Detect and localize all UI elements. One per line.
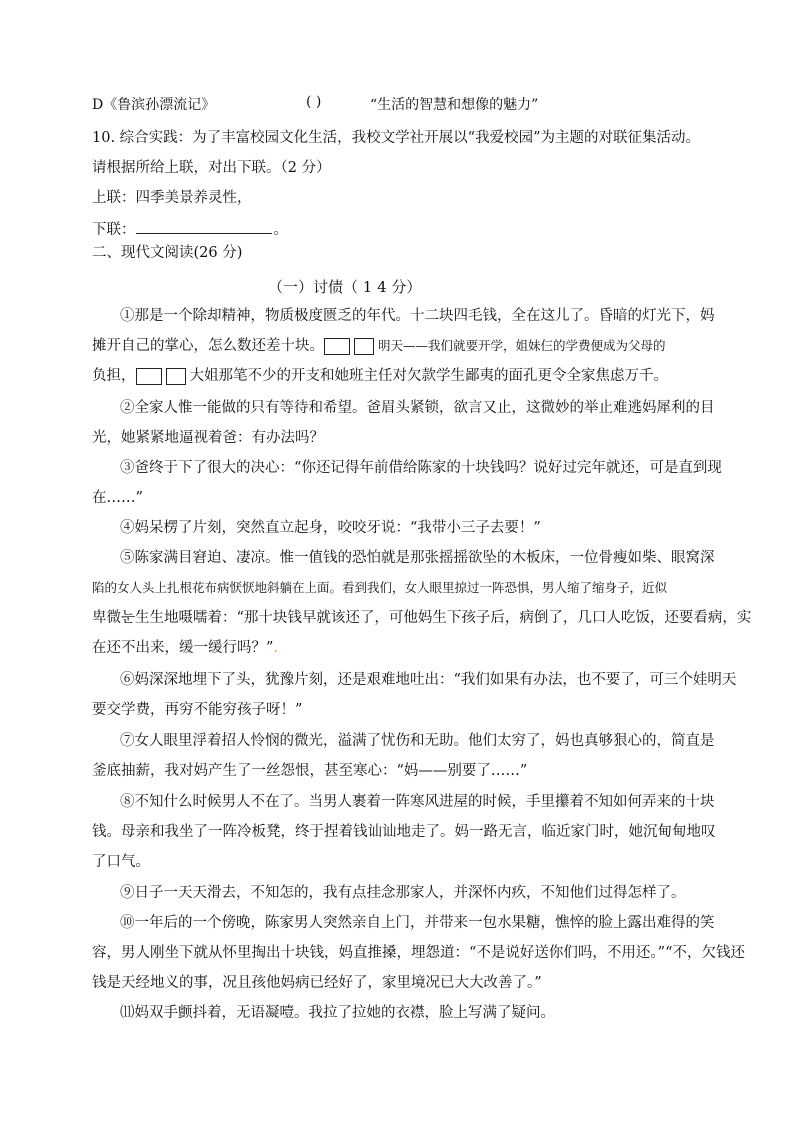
paragraph-2-line-1: ②全家人惟一能做的只有等待和希望。爸眉头紧锁，欲言又止，这微妙的举止难逃妈犀利的目 (120, 400, 715, 416)
answer-box[interactable] (166, 368, 186, 385)
section-heading: 二、现代文阅读(26 分) (92, 245, 243, 261)
paragraph-3-line-2: 在……” (92, 490, 143, 506)
paragraph-1-text: 明天——我们就要开学，姐妹仨的学费便成为父母的 (378, 338, 666, 353)
paragraph-5-line-3: 卑微눈生生地嗫嚅着：“那十块钱早就该还了，可他妈生下孩子后，病倒了，几口人吃饭，还要看病，实 (92, 610, 752, 626)
answer-blank[interactable]: ( ) (306, 94, 322, 110)
upper-couplet: 上联：四季美景养灵性， (92, 190, 252, 206)
lower-couplet-end: 。 (273, 222, 288, 238)
paragraph-2-line-2: 光，她紧紧地逼视着爸：有办法吗？ (92, 430, 324, 446)
paragraph-6-line-1: ⑥妈深深地埋下了头，犹豫片刻，还是艰难地吐出：“我们如果有办法，也不要了，可三个娃明天 (120, 672, 737, 688)
answer-box[interactable] (324, 338, 350, 355)
paragraph-10-line-3: 钱是天经地义的事，况且孩他妈病已经好了，家里境况已大大改善了。” (92, 975, 542, 991)
paragraph-9: ⑨日子一天天滑去，不知怎的，我有点挂念那家人，并深怀内疚，不知他们过得怎样了。 (120, 885, 686, 901)
lower-couplet-label: 下联： (92, 222, 136, 238)
option-d-description: “生活的智慧和想像的魅力” (370, 97, 539, 113)
lower-couplet-row (92, 219, 288, 240)
paragraph-3-line-1: ③爸终于下了很大的决心：“你还记得年前借给陈家的十块钱吗？说好过完年就还，可是直到现 (120, 460, 722, 476)
question-10-line-1: 10. 综合实践：为了丰富校园文化生活，我校文学社开展以“我爱校园”为主题的对联征集活动。 (92, 130, 700, 146)
paragraph-1-line-1: ①那是一个除却精神，物质极度匮乏的年代。十二块四毛钱，全在这儿了。昏暗的灯光下，妈 (120, 308, 715, 324)
lower-couplet-answer-line[interactable] (136, 219, 272, 234)
paragraph-5-line-4 (92, 638, 278, 658)
paragraph-8-line-2: 钱。母亲和我坐了一阵冷板凳，终于捏着钱讪讪地走了。妈一路无言，临近家门时，她沉甸甸地叹 (92, 824, 716, 840)
paragraph-5-text: 在还不出来，缓一缓行吗？” (92, 640, 274, 656)
paragraph-5-line-2: 陷的女人头上扎根花布病恹恹地斜躺在上面。看到我们，女人眼里掠过一阵恐惧，男人缩了缩身子，近似 (92, 580, 668, 595)
paragraph-5-line-1: ⑤陈家满目窘迫、凄凉。惟一值钱的恐怕就是那张摇摇欲坠的木板床，一位骨瘦如柴、眼窝深 (120, 550, 715, 566)
paragraph-7-line-2: 釜底抽薪，我对妈产生了一丝怨恨，甚至寒心：“妈——别要了……” (92, 763, 528, 779)
paragraph-10-line-2: 容，男人刚坐下就从怀里掏出十块钱，妈直推搡，埋怨道：“不是说好送你们吗，不用还。”“不，欠钱还 (92, 945, 745, 961)
paragraph-1-line-2 (92, 336, 666, 356)
paragraph-1-text: 摊开自己的掌心，怎么数还差十块。 (92, 338, 324, 354)
article-title: （一）讨债（ 1 4 分） (268, 278, 422, 296)
question-10-line-2: 请根据所给上联，对出下联。（2 分） (92, 160, 331, 176)
paragraph-8-line-3: 了口气。 (92, 854, 150, 870)
paragraph-1-text: 大姐那笔不少的开支和她班主任对欠款学生鄙夷的面孔更令全家焦虑万千。 (189, 368, 668, 384)
paragraph-1-line-3 (92, 366, 668, 386)
paragraph-8-line-1: ⑧不知什么时候男人不在了。当男人裹着一阵寒风进屋的时候，手里攥着不知如何弄来的十块 (120, 794, 715, 810)
paragraph-11: ⑾妈双手颤抖着，无语凝噎。我拉了拉她的衣襟，脸上写满了疑问。 (120, 1005, 555, 1021)
answer-box[interactable] (136, 368, 162, 385)
paragraph-4: ④妈呆楞了片刻，突然直立起身，咬咬牙说：“我带小三子去要！” (120, 520, 541, 536)
answer-box[interactable] (354, 338, 374, 355)
paragraph-1-text: 负担， (92, 368, 136, 384)
paragraph-10-line-1: ⑩一年后的一个傍晚，陈家男人突然亲自上门，并带来一包水果糖，憔悴的脸上露出难得的笑 (120, 915, 715, 931)
stray-mark: . (273, 640, 279, 656)
paragraph-6-line-2: 要交学费，再穷不能穷孩子呀！” (92, 702, 303, 718)
paragraph-7-line-1: ⑦女人眼里浮着招人怜悯的微光，溢满了忧伤和无助。他们太穷了，妈也真够狠心的，简直是 (120, 733, 715, 749)
option-d-label: D《鲁滨孙漂流记》 (92, 97, 216, 113)
